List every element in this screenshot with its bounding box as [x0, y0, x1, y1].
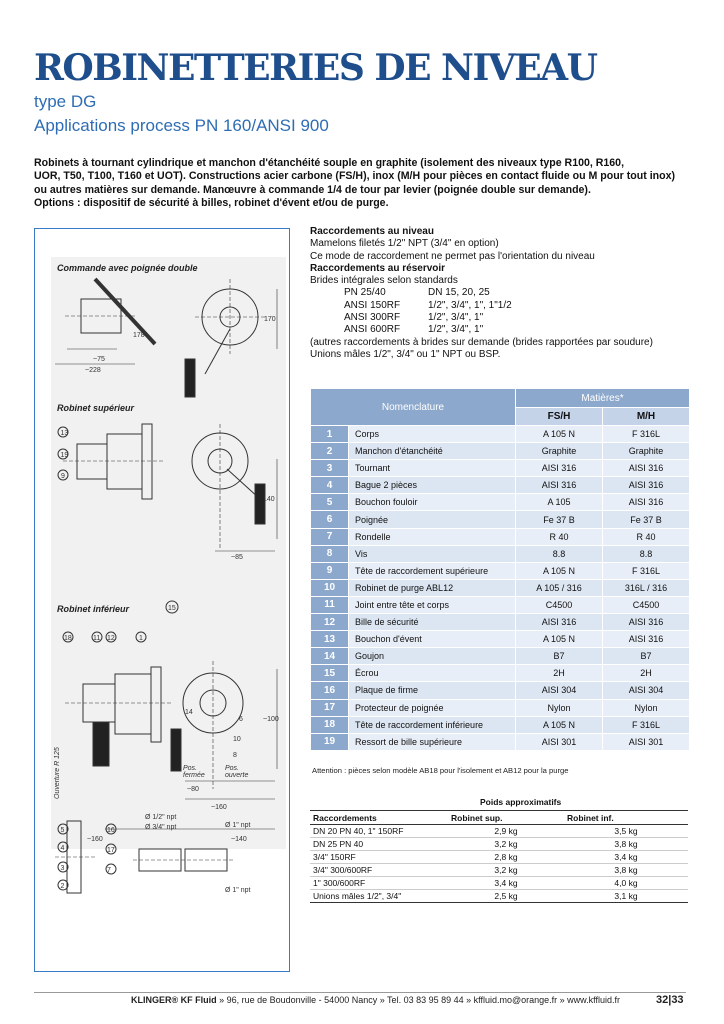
- callout-number: 9: [61, 473, 65, 480]
- weight-upper: 3,4 kg: [448, 877, 564, 890]
- material-fsh: 2H: [516, 665, 603, 682]
- caption-upper-valve: Robinet supérieur: [57, 403, 135, 413]
- dim-label: ~140: [231, 836, 247, 843]
- callout-number: 6: [239, 716, 243, 723]
- table-row: [311, 511, 690, 528]
- weight-lower: 3,5 kg: [564, 825, 688, 838]
- technical-drawing: [35, 229, 291, 973]
- part-number: 1: [311, 426, 349, 443]
- part-description: Tête de raccordement supérieure: [349, 562, 516, 579]
- tank-connections-heading: Raccordements au réservoir: [310, 262, 446, 274]
- table-row: [311, 596, 690, 613]
- material-mh: F 316L: [603, 426, 690, 443]
- material-fsh: A 105 N: [516, 631, 603, 648]
- connection-line: (autres raccordements à brides sur demande (brides rapportées par soudure): [310, 336, 653, 348]
- product-type: type DG: [34, 92, 97, 111]
- footer-brand: KLINGER® KF Fluid: [130, 995, 217, 1005]
- material-fsh: C4500: [516, 596, 603, 613]
- material-fsh: Fe 37 B: [516, 511, 603, 528]
- material-mh: 2H: [603, 665, 690, 682]
- part-description: Bague 2 pièces: [349, 477, 516, 494]
- flange-standard: PN 25/40: [344, 287, 386, 299]
- material-fsh: B7: [516, 648, 603, 665]
- part-description: Bouchon fouloir: [349, 494, 516, 511]
- material-fsh: Graphite: [516, 443, 603, 460]
- weights-table: [310, 810, 688, 903]
- dim-label: 178: [133, 332, 145, 339]
- connection-line: Brides intégrales selon standards: [310, 275, 458, 287]
- table-row: [311, 631, 690, 648]
- callout-number: 11: [93, 635, 101, 642]
- weights-title: Poids approximatifs: [480, 797, 562, 807]
- table-row: [311, 614, 690, 631]
- part-description: Robinet de purge ABL12: [349, 579, 516, 596]
- connection-type: 3/4" 300/600RF: [310, 864, 448, 877]
- table-row: [311, 682, 690, 699]
- flange-sizes: DN 15, 20, 25: [428, 287, 490, 299]
- weight-upper: 2,8 kg: [448, 851, 564, 864]
- table-row: [311, 665, 690, 682]
- connection-type: Unions mâles 1/2", 3/4": [310, 890, 448, 903]
- technical-drawings-panel: [34, 228, 290, 972]
- callout-number: 4: [60, 845, 65, 852]
- material-mh: Nylon: [603, 699, 690, 716]
- part-description: Bille de sécurité: [349, 614, 516, 631]
- table-row: [310, 838, 688, 851]
- connection-type: 1" 300/600RF: [310, 877, 448, 890]
- connection-line: Unions mâles 1/2", 3/4" ou 1" NPT ou BSP.: [310, 348, 501, 360]
- weight-upper: 3,2 kg: [448, 838, 564, 851]
- drawing-union-fittings: [55, 821, 275, 893]
- connection-type: DN 20 PN 40, 1" 150RF: [310, 825, 448, 838]
- connection-type: 3/4" 150RF: [310, 851, 448, 864]
- material-fsh: 8.8: [516, 545, 603, 562]
- part-description: Rondelle: [349, 528, 516, 545]
- intro-line: ou autres matières sur demande. Manœuvre à commande 1/4 de tour par levier (poignée double sur demande).: [34, 183, 591, 196]
- flange-sizes: 1/2", 3/4", 1": [428, 312, 484, 324]
- material-mh: 8.8: [603, 545, 690, 562]
- material-fsh: A 105 N: [516, 716, 603, 733]
- material-mh: 316L / 316: [603, 579, 690, 596]
- material-fsh: A 105 / 316: [516, 579, 603, 596]
- material-mh: F 316L: [603, 716, 690, 733]
- part-number: 7: [311, 528, 349, 545]
- flange-standard: ANSI 150RF: [344, 299, 401, 311]
- dim-label: 170: [264, 316, 276, 323]
- intro-line: UOR, T50, T100, T160 et UOT). Constructions acier carbone (FS/H), inox (M/H pour pièces en contact fluide ou M pour tout inox): [34, 170, 675, 183]
- material-mh: Fe 37 B: [603, 511, 690, 528]
- table-row: [311, 528, 690, 545]
- part-number: 2: [311, 443, 349, 460]
- page-title: ROBINETTERIES DE NIVEAU: [34, 47, 597, 89]
- callout-number: 19: [60, 452, 69, 459]
- nomenclature-table: [310, 388, 690, 751]
- material-mh: AISI 304: [603, 682, 690, 699]
- material-fsh: AISI 301: [516, 733, 603, 750]
- connection-line: Mamelons filetés 1/2" NPT (3/4" en option): [310, 238, 499, 250]
- dim-label: ~160: [87, 836, 103, 843]
- material-mh: F 316L: [603, 562, 690, 579]
- table-row: [310, 864, 688, 877]
- part-description: Corps: [349, 426, 516, 443]
- col-inf-header: Robinet inf.: [564, 811, 688, 825]
- level-connections-heading: Raccordements au niveau: [310, 226, 434, 237]
- dim-label: 140: [263, 496, 275, 503]
- col-mh-header: M/H: [603, 408, 690, 426]
- position-open-label: Pos. ouverte: [225, 765, 249, 779]
- footer-contact: [131, 995, 620, 1005]
- col-sup-header: Robinet sup.: [448, 811, 564, 825]
- part-number: 8: [311, 545, 349, 562]
- weight-upper: 2,5 kg: [448, 890, 564, 903]
- part-number: 19: [311, 733, 349, 750]
- part-number: 5: [311, 494, 349, 511]
- table-row: [311, 545, 690, 562]
- material-mh: R 40: [603, 528, 690, 545]
- attention-note: Attention : pièces selon modèle AB18 pour l'isolement et AB12 pour la purge: [312, 766, 569, 775]
- callout-number: 8: [233, 752, 237, 759]
- intro-paragraph: [34, 157, 694, 211]
- dim-label: Ø 1" npt: [225, 887, 251, 894]
- dim-label: Ø 3/4" npt: [145, 824, 177, 831]
- weight-lower: 3,8 kg: [564, 864, 688, 877]
- application-line: Applications process PN 160/ANSI 900: [34, 116, 329, 135]
- callout-number: 15: [168, 605, 176, 612]
- connection-line: Ce mode de raccordement ne permet pas l'orientation du niveau: [310, 250, 595, 262]
- dim-label: Ø 1/2" npt: [145, 814, 177, 821]
- part-description: Écrou: [349, 665, 516, 682]
- table-row: [311, 477, 690, 494]
- opening-label: Ouverture R 125: [54, 747, 61, 799]
- table-row: [310, 825, 688, 838]
- part-number: 18: [311, 716, 349, 733]
- dim-label: ~228: [85, 367, 101, 374]
- material-fsh: A 105: [516, 494, 603, 511]
- weights-rows: [310, 825, 688, 903]
- callout-number: 12: [107, 635, 115, 642]
- flange-standard: ANSI 600RF: [344, 324, 401, 336]
- weight-upper: 3,2 kg: [448, 864, 564, 877]
- caption-lower-valve: Robinet inférieur: [57, 604, 130, 614]
- part-number: 11: [311, 596, 349, 613]
- part-number: 17: [311, 699, 349, 716]
- part-description: Bouchon d'évent: [349, 631, 516, 648]
- callout-number: 5: [60, 827, 65, 834]
- table-row: [311, 648, 690, 665]
- callout-number: 14: [185, 709, 193, 716]
- weight-lower: 4,0 kg: [564, 877, 688, 890]
- weight-lower: 3,8 kg: [564, 838, 688, 851]
- part-number: 16: [311, 682, 349, 699]
- nomenclature-header: Nomenclature: [311, 389, 516, 426]
- drawing-upper-valve: [58, 424, 277, 551]
- weight-upper: 2,9 kg: [448, 825, 564, 838]
- material-mh: AISI 316: [603, 477, 690, 494]
- part-number: 15: [311, 665, 349, 682]
- weight-lower: 3,1 kg: [564, 890, 688, 903]
- material-fsh: AISI 316: [516, 477, 603, 494]
- part-number: 3: [311, 460, 349, 477]
- part-description: Protecteur de poignée: [349, 699, 516, 716]
- table-row: [311, 716, 690, 733]
- callout-number: 7: [107, 867, 111, 874]
- table-row: [311, 733, 690, 750]
- table-row: [310, 851, 688, 864]
- table-row: [311, 562, 690, 579]
- dim-label: ~160: [211, 804, 227, 811]
- table-row: [311, 699, 690, 716]
- callout-number: 17: [107, 847, 115, 854]
- table-row: [310, 890, 688, 903]
- material-mh: AISI 316: [603, 460, 690, 477]
- material-mh: AISI 301: [603, 733, 690, 750]
- connections-section: [310, 226, 710, 361]
- part-number: 4: [311, 477, 349, 494]
- material-mh: AISI 316: [603, 614, 690, 631]
- part-description: Tête de raccordement inférieure: [349, 716, 516, 733]
- part-number: 13: [311, 631, 349, 648]
- col-fsh-header: FS/H: [516, 408, 603, 426]
- position-closed-label: Pos. fermée: [183, 765, 205, 779]
- intro-line: Options : dispositif de sécurité à billes, robinet d'évent et/ou de purge.: [34, 197, 389, 210]
- table-row: [311, 579, 690, 596]
- part-number: 10: [311, 579, 349, 596]
- material-fsh: Nylon: [516, 699, 603, 716]
- part-description: Tournant: [349, 460, 516, 477]
- caption-double-handle: Commande avec poignée double: [57, 263, 198, 273]
- flange-standard-row: [310, 324, 710, 336]
- material-mh: AISI 316: [603, 494, 690, 511]
- table-row: [311, 460, 690, 477]
- dim-label: Ø 1" npt: [225, 822, 251, 829]
- table-row: [311, 494, 690, 511]
- flange-standard-row: [310, 312, 710, 324]
- dim-label: ~85: [231, 554, 243, 561]
- part-number: 14: [311, 648, 349, 665]
- part-number: 6: [311, 511, 349, 528]
- material-mh: AISI 316: [603, 631, 690, 648]
- part-description: Poignée: [349, 511, 516, 528]
- dim-label: ~75: [93, 356, 105, 363]
- col-raccordements-header: Raccordements: [310, 811, 448, 825]
- material-fsh: A 105 N: [516, 426, 603, 443]
- callout-number: 16: [107, 827, 115, 834]
- page-number: 32|33: [656, 994, 684, 1006]
- part-description: Ressort de bille supérieure: [349, 733, 516, 750]
- part-description: Manchon d'étanchéité: [349, 443, 516, 460]
- material-mh: B7: [603, 648, 690, 665]
- nomenclature-rows: [311, 426, 690, 751]
- connection-type: DN 25 PN 40: [310, 838, 448, 851]
- part-description: Vis: [349, 545, 516, 562]
- material-mh: C4500: [603, 596, 690, 613]
- material-fsh: AISI 316: [516, 614, 603, 631]
- callout-number: 10: [233, 736, 241, 743]
- dim-label: ~80: [187, 786, 199, 793]
- callout-number: 18: [64, 635, 72, 642]
- material-fsh: R 40: [516, 528, 603, 545]
- flange-standard: ANSI 300RF: [344, 312, 401, 324]
- callout-number: 2: [60, 883, 65, 890]
- material-fsh: AISI 304: [516, 682, 603, 699]
- part-description: Joint entre tête et corps: [349, 596, 516, 613]
- footer-divider: [34, 992, 686, 993]
- flange-sizes: 1/2", 3/4", 1", 1"1/2: [428, 299, 512, 311]
- callout-number: 13: [60, 430, 69, 437]
- part-description: Plaque de firme: [349, 682, 516, 699]
- table-row: [311, 426, 690, 443]
- table-row: [310, 877, 688, 890]
- footer-address: » 96, rue de Boudonville - 54000 Nancy » Tel. 03 83 95 89 44 » kffluid.mo@orange.fr » www.kffluid.fr: [216, 995, 620, 1005]
- material-fsh: A 105 N: [516, 562, 603, 579]
- table-row: [311, 443, 690, 460]
- part-number: 9: [311, 562, 349, 579]
- weight-lower: 3,4 kg: [564, 851, 688, 864]
- flange-standard-row: [310, 300, 710, 312]
- callout-number: 1: [139, 635, 143, 642]
- dim-label: ~100: [263, 716, 279, 723]
- flange-standard-row: [310, 287, 710, 299]
- flange-sizes: 1/2", 3/4", 1": [428, 324, 484, 336]
- drawing-double-handle: [55, 279, 277, 397]
- material-fsh: AISI 316: [516, 460, 603, 477]
- materials-header: Matières*: [516, 389, 690, 408]
- callout-number: 3: [60, 865, 65, 872]
- part-description: Goujon: [349, 648, 516, 665]
- material-mh: Graphite: [603, 443, 690, 460]
- part-number: 12: [311, 614, 349, 631]
- intro-line: Robinets à tournant cylindrique et manchon d'étanchéité souple en graphite (isolement des niveaux type R100, R160,: [34, 157, 625, 169]
